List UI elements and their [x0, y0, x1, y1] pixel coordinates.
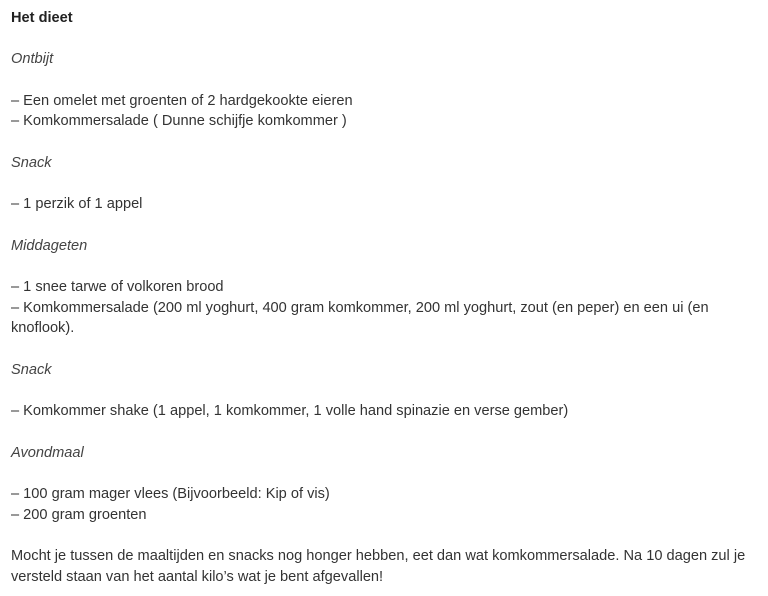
- section-heading-snack-1: Snack: [11, 154, 52, 171]
- list-item: – 1 snee tarwe of volkoren brood: [11, 279, 224, 296]
- list-item: – 1 perzik of 1 appel: [11, 196, 143, 213]
- list-item: – 100 gram mager vlees (Bijvoorbeeld: Kip of vis): [11, 486, 330, 503]
- list-item: – 200 gram groenten: [11, 506, 147, 523]
- page-title: Het dieet: [11, 10, 73, 26]
- section-heading-middageten: Middageten: [11, 237, 88, 254]
- section-heading-ontbijt: Ontbijt: [11, 51, 54, 68]
- avondmaal-list: [11, 484, 757, 525]
- list-item: – Komkommersalade (200 ml yoghurt, 400 gram komkommer, 200 ml yoghurt, zout (en peper) en een ui (en knoflook).: [11, 299, 709, 337]
- ontbijt-list: [11, 91, 757, 132]
- list-item: – Komkommer shake (1 appel, 1 komkommer, 1 volle hand spinazie en verse gember): [11, 403, 569, 420]
- section-heading-snack-2: Snack: [11, 361, 52, 378]
- middageten-list: [11, 277, 757, 339]
- section-heading-avondmaal: Avondmaal: [11, 444, 84, 461]
- list-item: – Komkommersalade ( Dunne schijfje komkommer ): [11, 113, 347, 130]
- snack-2-list: [11, 401, 757, 422]
- list-item: – Een omelet met groenten of 2 hardgekookte eieren: [11, 92, 353, 109]
- snack-1-list: [11, 194, 757, 215]
- closing-paragraph: Mocht je tussen de maaltijden en snacks nog honger hebben, eet dan wat komkommersalade. Na 10 dagen zul je versteld staan van het aantal kilo’s wat je bent afgevallen!: [11, 548, 746, 585]
